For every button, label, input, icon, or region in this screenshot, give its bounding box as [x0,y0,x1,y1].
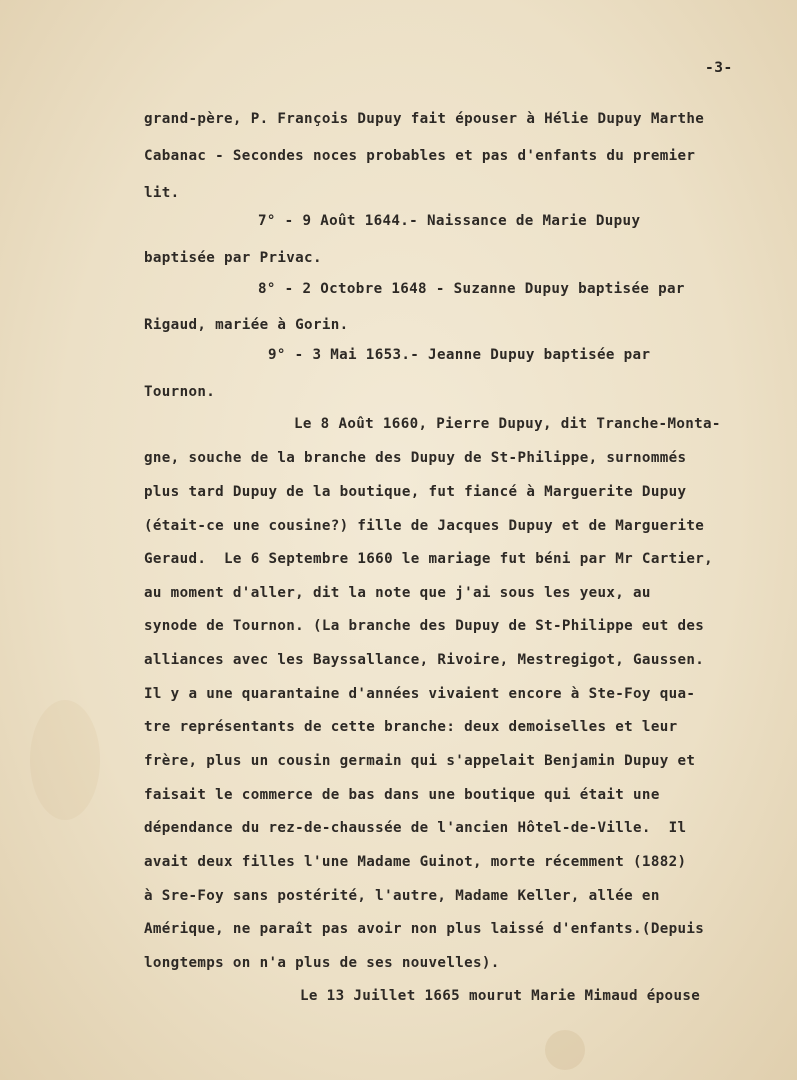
text-line: gne, souche de la branche des Dupuy de St-Philippe, surnommés [144,450,687,466]
text-line: baptisée par Privac. [144,250,322,266]
text-line: tre représentants de cette branche: deux demoiselles et leur [144,719,678,735]
text-line: faisait le commerce de bas dans une boutique qui était une [144,787,660,803]
text-line: 8° - 2 Octobre 1648 - Suzanne Dupuy baptisée par [258,281,685,297]
text-line: Le 13 Juillet 1665 mourut Marie Mimaud épouse [300,988,701,1004]
text-line: longtemps on n'a plus de ses nouvelles). [144,955,500,971]
text-line: Cabanac - Secondes noces probables et pas d'enfants du premier [144,148,696,164]
text-line: Le 8 Août 1660, Pierre Dupuy, dit Tranche-Monta- [294,416,721,432]
page-number: -3- [705,60,733,76]
text-line: (était-ce une cousine?) fille de Jacques Dupuy et de Marguerite [144,518,705,534]
text-line: synode de Tournon. (La branche des Dupuy de St-Philippe eut des [144,618,705,634]
text-line: Geraud. Le 6 Septembre 1660 le mariage fut béni par Mr Cartier, [144,551,714,567]
text-line: dépendance du rez-de-chaussée de l'ancien Hôtel-de-Ville. Il [144,820,687,836]
text-line: plus tard Dupuy de la boutique, fut fiancé à Marguerite Dupuy [144,484,687,500]
text-line: 9° - 3 Mai 1653.- Jeanne Dupuy baptisée par [268,347,651,363]
text-line: au moment d'aller, dit la note que j'ai sous les yeux, au [144,585,651,601]
text-line: frère, plus un cousin germain qui s'appelait Benjamin Dupuy et [144,753,696,769]
text-line: grand-père, P. François Dupuy fait épouser à Hélie Dupuy Marthe [144,111,705,127]
text-line: avait deux filles l'une Madame Guinot, morte récemment (1882) [144,854,687,870]
text-line: alliances avec les Bayssallance, Rivoire, Mestregigot, Gaussen. [144,652,705,668]
text-line: Il y a une quarantaine d'années vivaient encore à Ste-Foy qua- [144,686,696,702]
paper-stain [30,700,100,820]
text-line: 7° - 9 Août 1644.- Naissance de Marie Dupuy [258,213,641,229]
text-line: lit. [144,185,180,201]
text-line: Tournon. [144,384,216,400]
text-line: Rigaud, mariée à Gorin. [144,317,349,333]
text-line: Amérique, ne paraît pas avoir non plus laissé d'enfants.(Depuis [144,921,705,937]
paper-stain [545,1030,585,1070]
text-line: à Sre-Foy sans postérité, l'autre, Madame Keller, allée en [144,888,660,904]
